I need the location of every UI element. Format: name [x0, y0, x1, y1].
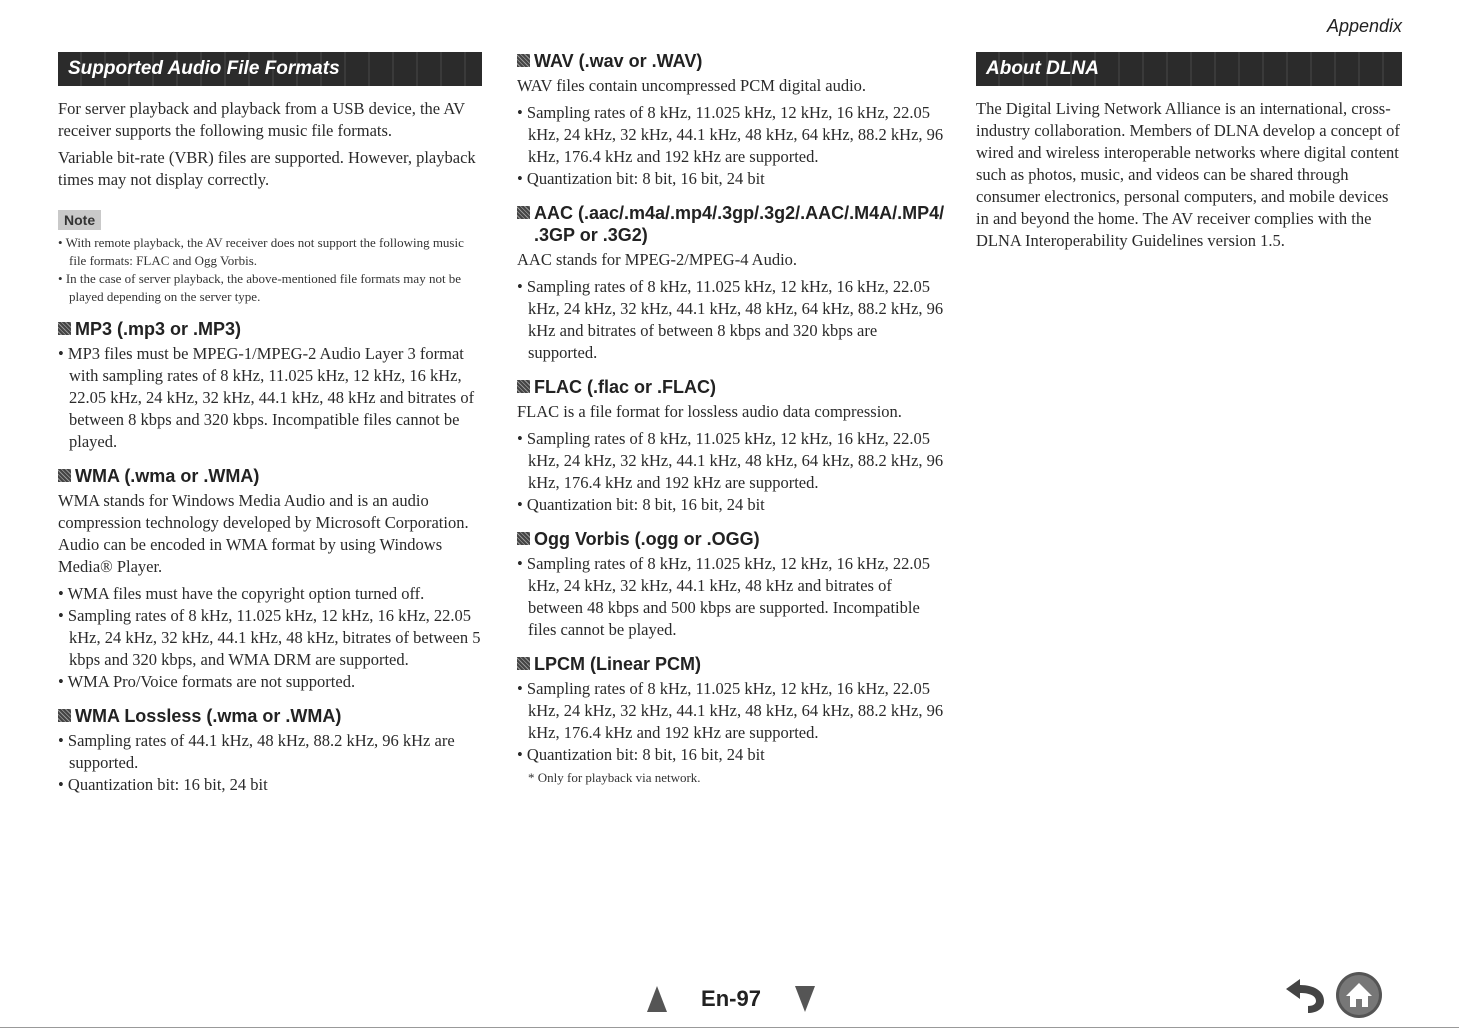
list-item: • Quantization bit: 8 bit, 16 bit, 24 bit: [517, 494, 949, 516]
footnote: * Only for playback via network.: [528, 770, 701, 785]
format-heading-mp3: MP3 (.mp3 or .MP3): [58, 318, 482, 340]
wav-list: [517, 102, 949, 190]
list-item: • Sampling rates of 8 kHz, 11.025 kHz, 12 kHz, 16 kHz, 22.05 kHz, 24 kHz, 32 kHz, 44.1 kHz, 48 kHz, 64 kHz, 88.2 kHz, 96 kHz, 176.4 kHz and 192 kHz are supported.: [517, 428, 949, 494]
wma-lossless-list: [58, 730, 482, 796]
column-formats-continued: [517, 50, 949, 786]
section-label: Appendix: [1326, 16, 1402, 36]
list-item: • Sampling rates of 8 kHz, 11.025 kHz, 12 kHz, 16 kHz, 22.05 kHz, 24 kHz, 32 kHz, 44.1 kHz, 48 kHz and bitrates of between 48 kbps and 500 kbps are supported. Incompatible files cannot be played.: [517, 553, 949, 641]
list-item: • MP3 files must be MPEG-1/MPEG-2 Audio Layer 3 format with sampling rates of 8 kHz, 11.025 kHz, 12 kHz, 16 kHz, 22.05 kHz, 24 kHz, 32 kHz, 44.1 kHz, 48 kHz and bitrates of between 8 kbps and 320 kbps. Incompatible files cannot be played.: [58, 343, 482, 453]
format-heading-aac: AAC (.aac/.m4a/.mp4/.3gp/.3g2/.AAC/.M4A/.MP4/ .3GP or .3G2): [517, 202, 949, 246]
flac-description: FLAC is a file format for lossless audio data compression.: [517, 402, 902, 421]
square-bullet-icon: [517, 657, 530, 670]
square-bullet-icon: [517, 206, 530, 219]
page-number: En-97: [701, 986, 761, 1011]
list-item: • Sampling rates of 8 kHz, 11.025 kHz, 12 kHz, 16 kHz, 22.05 kHz, 24 kHz, 32 kHz, 44.1 kHz, 48 kHz, bitrates of between 5 kbps and 320 kbps, and WMA DRM are supported.: [58, 605, 482, 671]
list-item: • Sampling rates of 8 kHz, 11.025 kHz, 12 kHz, 16 kHz, 22.05 kHz, 24 kHz, 32 kHz, 44.1 kHz, 48 kHz, 64 kHz, 88.2 kHz, 96 kHz, 176.4 kHz and 192 kHz are supported.: [517, 678, 949, 744]
format-heading-wma: WMA (.wma or .WMA): [58, 465, 482, 487]
square-bullet-icon: [517, 532, 530, 545]
format-heading-flac: FLAC (.flac or .FLAC): [517, 376, 949, 398]
list-item: • Sampling rates of 8 kHz, 11.025 kHz, 12 kHz, 16 kHz, 22.05 kHz, 24 kHz, 32 kHz, 44.1 kHz, 48 kHz, 64 kHz, 88.2 kHz, 96 kHz, 176.4 kHz and 192 kHz are supported.: [517, 102, 949, 168]
square-bullet-icon: [58, 469, 71, 482]
ogg-list: [517, 553, 949, 641]
list-item: • Quantization bit: 16 bit, 24 bit: [58, 774, 482, 796]
note-label: Note: [58, 210, 101, 230]
format-heading-lpcm: LPCM (Linear PCM): [517, 653, 949, 675]
note-item: • With remote playback, the AV receiver does not support the following music file formats: FLAC and Ogg Vorbis.: [58, 234, 482, 270]
prev-page-arrow-icon[interactable]: [646, 984, 668, 1014]
column-about-dlna: [976, 52, 1402, 257]
section-banner-supported-formats: Supported Audio File Formats: [58, 52, 482, 86]
format-heading-wma-lossless: WMA Lossless (.wma or .WMA): [58, 705, 482, 727]
list-item: • Sampling rates of 44.1 kHz, 48 kHz, 88.2 kHz, 96 kHz are supported.: [58, 730, 482, 774]
page-navigation: [646, 982, 816, 1016]
column-supported-formats: [58, 52, 482, 800]
format-heading-wav: WAV (.wav or .WAV): [517, 50, 949, 72]
list-item: • WMA files must have the copyright option turned off.: [58, 583, 482, 605]
lpcm-list: [517, 678, 949, 766]
list-item: • Quantization bit: 8 bit, 16 bit, 24 bit: [517, 744, 949, 766]
mp3-list: [58, 343, 482, 453]
note-item: • In the case of server playback, the above-mentioned file formats may not be played depending on the server type.: [58, 270, 482, 306]
square-bullet-icon: [517, 54, 530, 67]
square-bullet-icon: [517, 380, 530, 393]
wma-list: [58, 583, 482, 693]
aac-description: AAC stands for MPEG-2/MPEG-4 Audio.: [517, 250, 798, 269]
flac-list: [517, 428, 949, 516]
back-arrow-icon[interactable]: [1278, 975, 1330, 1015]
home-icon[interactable]: [1334, 970, 1384, 1020]
list-item: • Quantization bit: 8 bit, 16 bit, 24 bit: [517, 168, 949, 190]
square-bullet-icon: [58, 322, 71, 335]
intro-paragraph: Variable bit-rate (VBR) files are supported. However, playback times may not display correctly.: [58, 148, 476, 189]
wma-description: WMA stands for Windows Media Audio and is an audio compression technology developed by Microsoft Corporation. Audio can be encoded in WMA format by using Windows Media® Player.: [58, 491, 469, 576]
section-banner-about-dlna: About DLNA: [976, 52, 1402, 86]
aac-list: [517, 276, 949, 364]
list-item: • Sampling rates of 8 kHz, 11.025 kHz, 12 kHz, 16 kHz, 22.05 kHz, 24 kHz, 32 kHz, 44.1 kHz, 48 kHz, 64 kHz, 88.2 kHz, 96 kHz and bitrates of between 8 kbps and 320 kbps are supported.: [517, 276, 949, 364]
intro-paragraph: For server playback and playback from a USB device, the AV receiver supports the following music file formats.: [58, 99, 465, 140]
bottom-divider: [0, 1027, 1459, 1028]
wav-description: WAV files contain uncompressed PCM digital audio.: [517, 76, 867, 95]
format-heading-ogg: Ogg Vorbis (.ogg or .OGG): [517, 528, 949, 550]
square-bullet-icon: [58, 709, 71, 722]
nav-icons: [1278, 970, 1384, 1020]
list-item: • WMA Pro/Voice formats are not supported.: [58, 671, 482, 693]
note-list: [58, 234, 482, 306]
next-page-arrow-icon[interactable]: [794, 984, 816, 1014]
dlna-paragraph: The Digital Living Network Alliance is an international, cross-industry collaboration. Members of DLNA develop a concept of wired and wireless interoperable networks where digital content such as photos, music, and videos can be shared through consumer electronics, personal computers, and mobile devices in and beyond the home. The AV receiver complies with the DLNA Interoperability Guidelines version 1.5.: [976, 99, 1400, 250]
